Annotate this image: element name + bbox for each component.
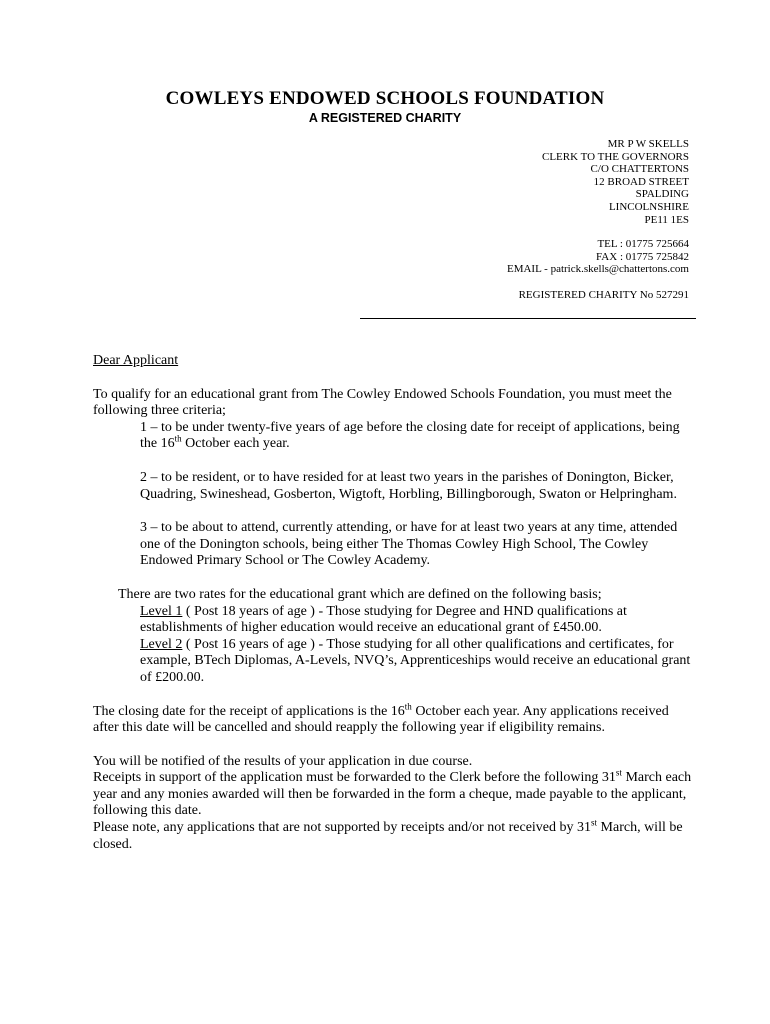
foundation-title: COWLEYS ENDOWED SCHOOLS FOUNDATION: [165, 88, 605, 109]
charity-subtitle: A REGISTERED CHARITY: [308, 111, 462, 125]
address-postcode: PE11 1ES: [644, 213, 689, 226]
criterion-3: 3 – to be about to attend, currently attending, or have for at least two years at any time, attended one of the Donington schools, being either The Thomas Cowley High School, The Cowley Endowed Primary School or The Cowley Academy.: [140, 520, 678, 569]
level-1-rate: Level 1 ( Post 18 years of age ) - Those studying for Degree and HND qualifications at establishments of higher education would receive an educational grant of £450.00.: [140, 603, 627, 636]
level-2-rate: Level 2 ( Post 16 years of age ) - Those studying for all other qualifications and certificates, for example, BTech Diplomas, A-Levels, NVQ’s, Apprenticeships would receive an educational grant of £200.00.: [140, 636, 691, 685]
salutation: Dear Applicant: [93, 353, 179, 368]
notify-line: You will be notified of the results of your application in due course.: [93, 753, 473, 769]
intro-paragraph: To qualify for an educational grant from The Cowley Endowed Schools Foundation, you must meet the following three criteria;: [93, 386, 672, 419]
address-name: MR P W SKELLS: [607, 138, 689, 150]
address-care-of: C/O CHATTERTONS: [590, 163, 689, 176]
contact-tel: TEL : 01775 725664: [597, 238, 689, 250]
receipts-paragraph: Receipts in support of the application must be forwarded to the Clerk before the following 31st March each year and any monies awarded will then be forwarded in the form a cheque, made payable to the applicant, following this date.: [93, 767, 692, 819]
letter-body: [93, 353, 693, 853]
contact-details: [507, 238, 689, 276]
charity-number: REGISTERED CHARITY No 527291: [518, 289, 689, 301]
contact-fax: FAX : 01775 725842: [596, 250, 689, 263]
criterion-1: 1 – to be under twenty-five years of age before the closing date for receipt of applications, being the 16th October each year.: [140, 419, 680, 452]
level-2-label: Level 2: [140, 636, 183, 652]
address-role: CLERK TO THE GOVERNORS: [542, 150, 689, 163]
address-street: 12 BROAD STREET: [593, 175, 689, 188]
note-paragraph: Please note, any applications that are not supported by receipts and/or not received by 31st March, will be closed.: [93, 817, 683, 852]
header-divider: [360, 318, 696, 319]
clerk-address: [542, 138, 689, 226]
contact-email: EMAIL - patrick.skells@chattertons.com: [506, 263, 689, 276]
closing-date-paragraph: The closing date for the receipt of applications is the 16th October each year. Any applications received after this date will be cancelled and should reapply the following year if eligibility remains.: [93, 700, 669, 736]
criterion-2: 2 – to be resident, or to have resided for at least two years in the parishes of Donington, Bicker, Quadring, Swineshead, Gosberton, Wigtoft, Horbling, Billingborough, Swaton or Helpringham.: [140, 469, 677, 502]
rates-intro: There are two rates for the educational grant which are defined on the following basis;: [118, 586, 602, 602]
address-town: SPALDING: [635, 188, 689, 201]
address-county: LINCOLNSHIRE: [608, 200, 689, 213]
level-1-label: Level 1: [140, 603, 183, 619]
